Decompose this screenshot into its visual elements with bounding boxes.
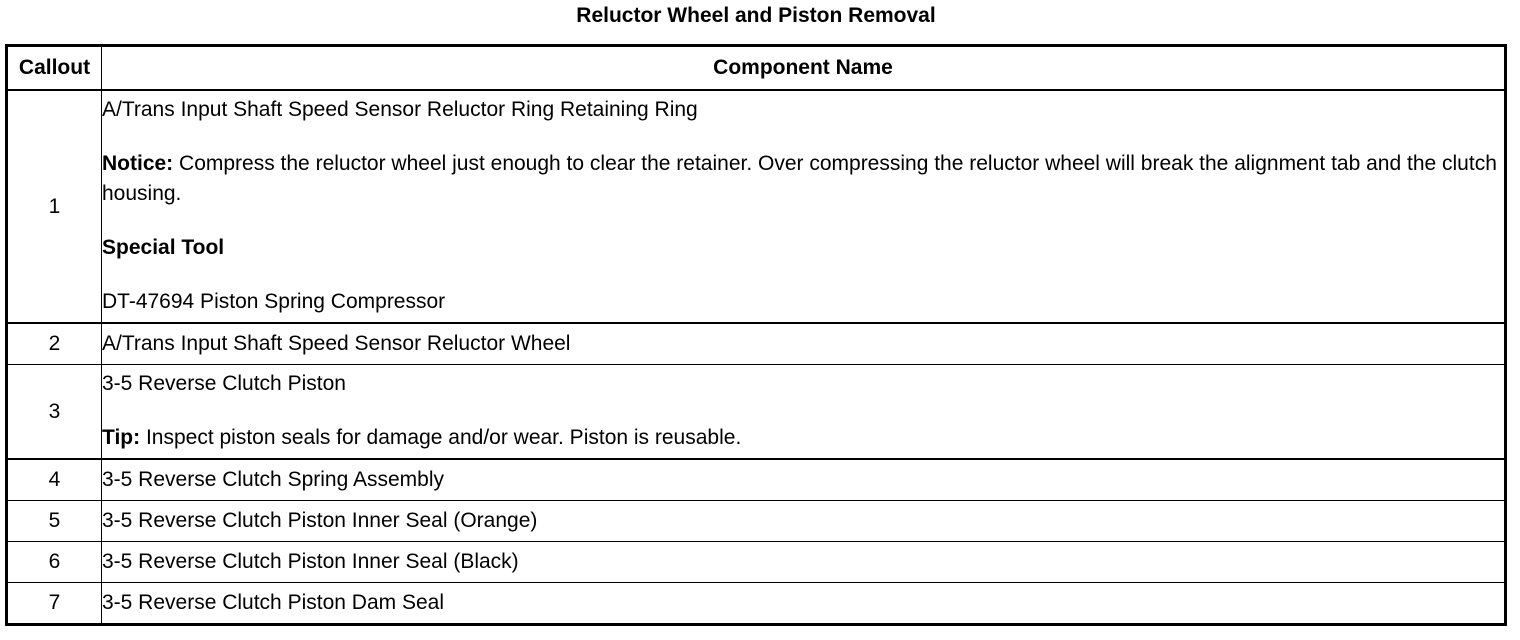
component-name: 3-5 Reverse Clutch Piston Inner Seal (Black) [102, 542, 1506, 583]
special-tool-label: Special Tool [102, 236, 225, 259]
component-name: 3-5 Reverse Clutch Piston Inner Seal (Orange) [102, 501, 1506, 542]
table-row [7, 365, 1506, 460]
callout-number: 2 [7, 323, 102, 365]
notice-label: Notice: [102, 152, 174, 175]
notice-text: Compress the reluctor wheel just enough to clear the retainer. Over compressing the reluctor wheel will break the alignment tab and the clutch housing. [102, 152, 1497, 205]
table-row [7, 90, 1506, 323]
callout-number: 4 [7, 459, 102, 501]
table-row [7, 542, 1506, 583]
special-tool-heading [102, 233, 1504, 263]
callout-number: 6 [7, 542, 102, 583]
component-name-cell [102, 365, 1506, 460]
component-name: 3-5 Reverse Clutch Piston [102, 372, 346, 395]
component-name: 3-5 Reverse Clutch Piston Dam Seal [102, 583, 1506, 625]
table-row [7, 459, 1506, 501]
tip-text: Inspect piston seals for damage and/or wear. Piston is reusable. [140, 426, 742, 449]
notice-paragraph [102, 149, 1504, 209]
callout-number: 3 [7, 365, 102, 460]
special-tool-name: DT-47694 Piston Spring Compressor [102, 290, 446, 313]
callout-number: 1 [7, 90, 102, 323]
callout-number: 7 [7, 583, 102, 625]
tip-label: Tip: [102, 426, 141, 449]
callout-number: 5 [7, 501, 102, 542]
table-row [7, 583, 1506, 625]
component-name: A/Trans Input Shaft Speed Sensor Reluctor Wheel [102, 323, 1506, 365]
table-row [7, 501, 1506, 542]
component-name-cell [102, 90, 1506, 323]
tip-paragraph [102, 423, 1504, 453]
table-header-row [7, 46, 1506, 91]
callout-column-header: Callout [7, 46, 102, 91]
component-name: A/Trans Input Shaft Speed Sensor Reluctor Ring Retaining Ring [102, 98, 698, 121]
component-name-column-header: Component Name [102, 46, 1506, 91]
table-row [7, 323, 1506, 365]
component-name: 3-5 Reverse Clutch Spring Assembly [102, 459, 1506, 501]
page-title: Reluctor Wheel and Piston Removal [576, 4, 936, 27]
component-table [5, 44, 1507, 626]
